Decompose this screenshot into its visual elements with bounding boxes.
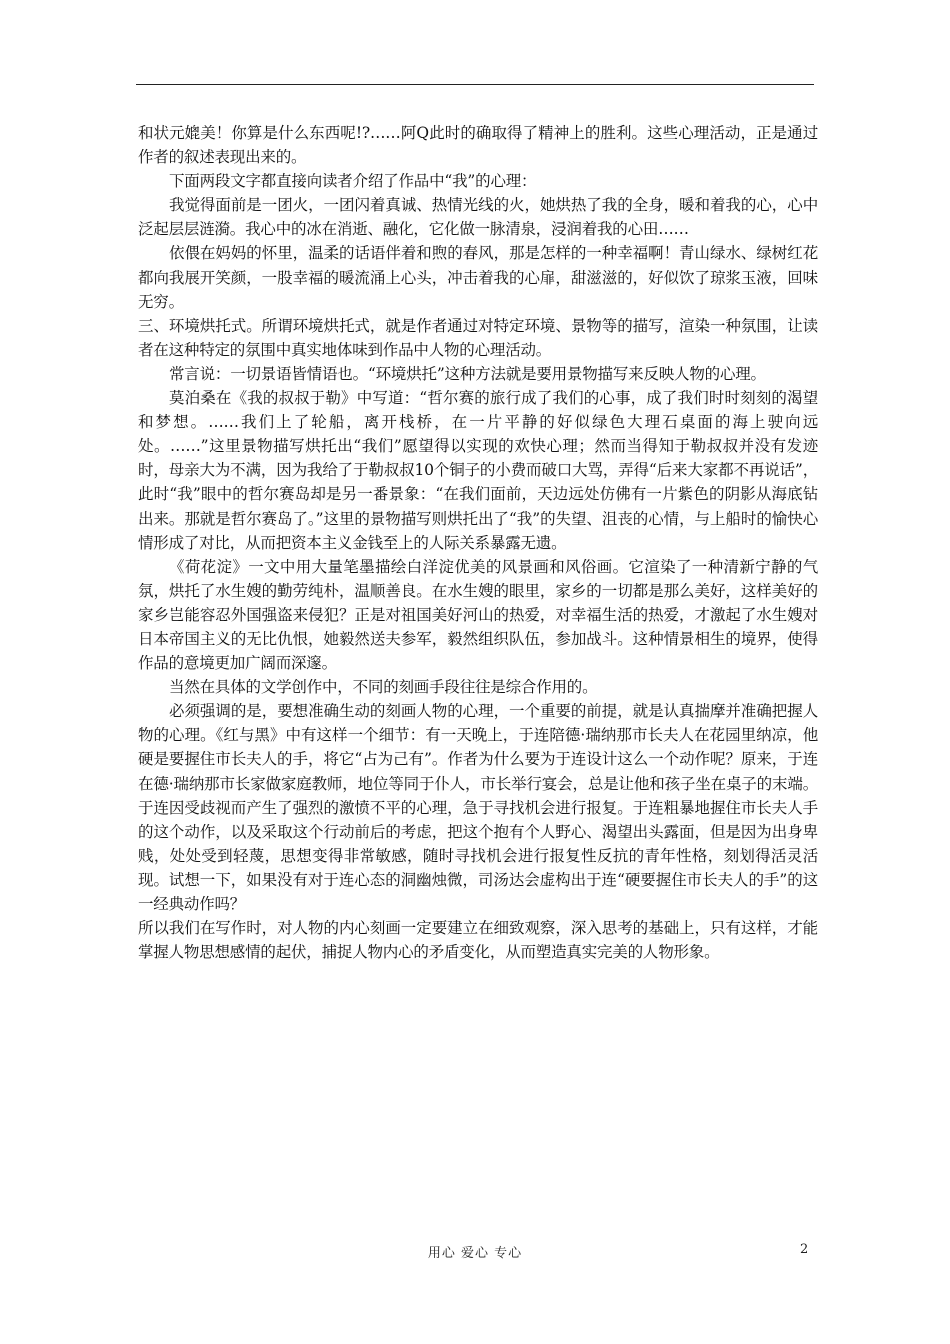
paragraph: 《荷花淀》一文中用大量笔墨描绘白洋淀优美的风景画和风俗画。它渲染了一种清新宁静的气氛，烘托了水生嫂的勤劳纯朴，温顺善良。在水生嫂的眼里，家乡的一切都是那么美好，这样美好的家乡岂能容忍外国强盗来侵犯？正是对祖国美好河山的热爱，对幸福生活的热爱，才激起了水生嫂对日本帝国主义的无比仇恨，她毅然送夫参军，毅然组织队伍，参加战斗。这种情景相生的境界，使得作品的意境更加广阔而深邃。 — [138, 557, 818, 673]
paragraph: 我觉得面前是一团火，一团闪着真诚、热情光线的火，她烘热了我的全身，暖和着我的心，心中泛起层层涟漪。我心中的冰在消逝、融化，它化做一脉清泉，浸润着我的心田…… — [138, 196, 818, 239]
document-body — [138, 121, 818, 964]
page-number: 2 — [800, 1242, 809, 1257]
paragraph: 三、环境烘托式。所谓环境烘托式，就是作者通过对特定环境、景物等的描写，渲染一种氛围，让读者在这种特定的氛围中真实地体味到作品中人物的心理活动。 — [138, 316, 818, 359]
header-rule — [136, 84, 814, 85]
paragraph: 所以我们在写作时，对人物的内心刻画一定要建立在细致观察，深入思考的基础上，只有这样，才能掌握人物思想感情的起伏，捕捉人物内心的矛盾变化，从而塑造真实完美的人物形象。 — [138, 919, 818, 962]
paragraph: 必须强调的是，要想准确生动的刻画人物的心理，一个重要的前提，就是认真揣摩并准确把握人物的心理。《红与黑》中有这样一个细节：有一天晚上，于连陪德·瑞纳那市长夫人在花园里纳凉，他硬是要握住市长夫人的手，将它“占为己有”。作者为什么要为于连设计这么一个动作呢？原来，于连在德·瑞纳那市长家做家庭教师，地位等同于仆人，市长举行宴会，总是让他和孩子坐在桌子的末端。于连因受歧视而产生了强烈的激愤不平的心理，急于寻找机会进行报复。于连粗暴地握住市长夫人手的这个动作，以及采取这个行动前后的考虑，把这个抱有个人野心、渴望出头露面，但是因为出身卑贱，处处受到轻蔑，思想变得非常敏感，随时寻找机会进行报复性反抗的青年性格，刻划得活灵活现。试想一下，如果没有对于连心态的洞幽烛微，司汤达会虚构出于连“硬要握住市长夫人的手”的这一经典动作吗？ — [138, 702, 818, 913]
paragraph: 和状元媲美！你算是什么东西呢!?……阿Q此时的确取得了精神上的胜利。这些心理活动，正是通过作者的叙述表现出来的。 — [138, 124, 818, 167]
footer-text: 用心 爱心 专心 — [427, 1246, 523, 1261]
paragraph: 莫泊桑在《我的叔叔于勒》中写道：“哲尔赛的旅行成了我们的心事，成了我们时时刻刻的渴望和梦想。……我们上了轮船，离开栈桥，在一片平静的好似绿色大理石桌面的海上驶向远处。……”这里景物描写烘托出“我们”愿望得以实现的欢快心理；然而当得知于勒叔叔并没有发迹时，母亲大为不满，因为我给了于勒叔叔10个铜子的小费而破口大骂，弄得“后来大家都不再说话”，此时“我”眼中的哲尔赛岛却是另一番景象：“在我们面前，天边远处仿佛有一片紫色的阴影从海底钻出来。那就是哲尔赛岛了。”这里的景物描写则烘托出了“我”的失望、沮丧的心情，与上船时的愉快心情形成了对比，从而把资本主义金钱至上的人际关系暴露无遗。 — [138, 389, 818, 552]
paragraph: 当然在具体的文学创作中，不同的刻画手段往往是综合作用的。 — [169, 678, 598, 697]
paragraph: 下面两段文字都直接向读者介绍了作品中“我”的心理： — [169, 172, 537, 191]
paragraph: 依偎在妈妈的怀里，温柔的话语伴着和煦的春风，那是怎样的一种幸福啊！青山绿水、绿树红花都向我展开笑颜，一股幸福的暖流涌上心头，冲击着我的心扉，甜滋滋的，好似饮了琼浆玉液，回味无穷。 — [138, 244, 818, 311]
paragraph: 常言说：一切景语皆情语也。“环境烘托”这种方法就是要用景物描写来反映人物的心理。 — [169, 364, 766, 383]
